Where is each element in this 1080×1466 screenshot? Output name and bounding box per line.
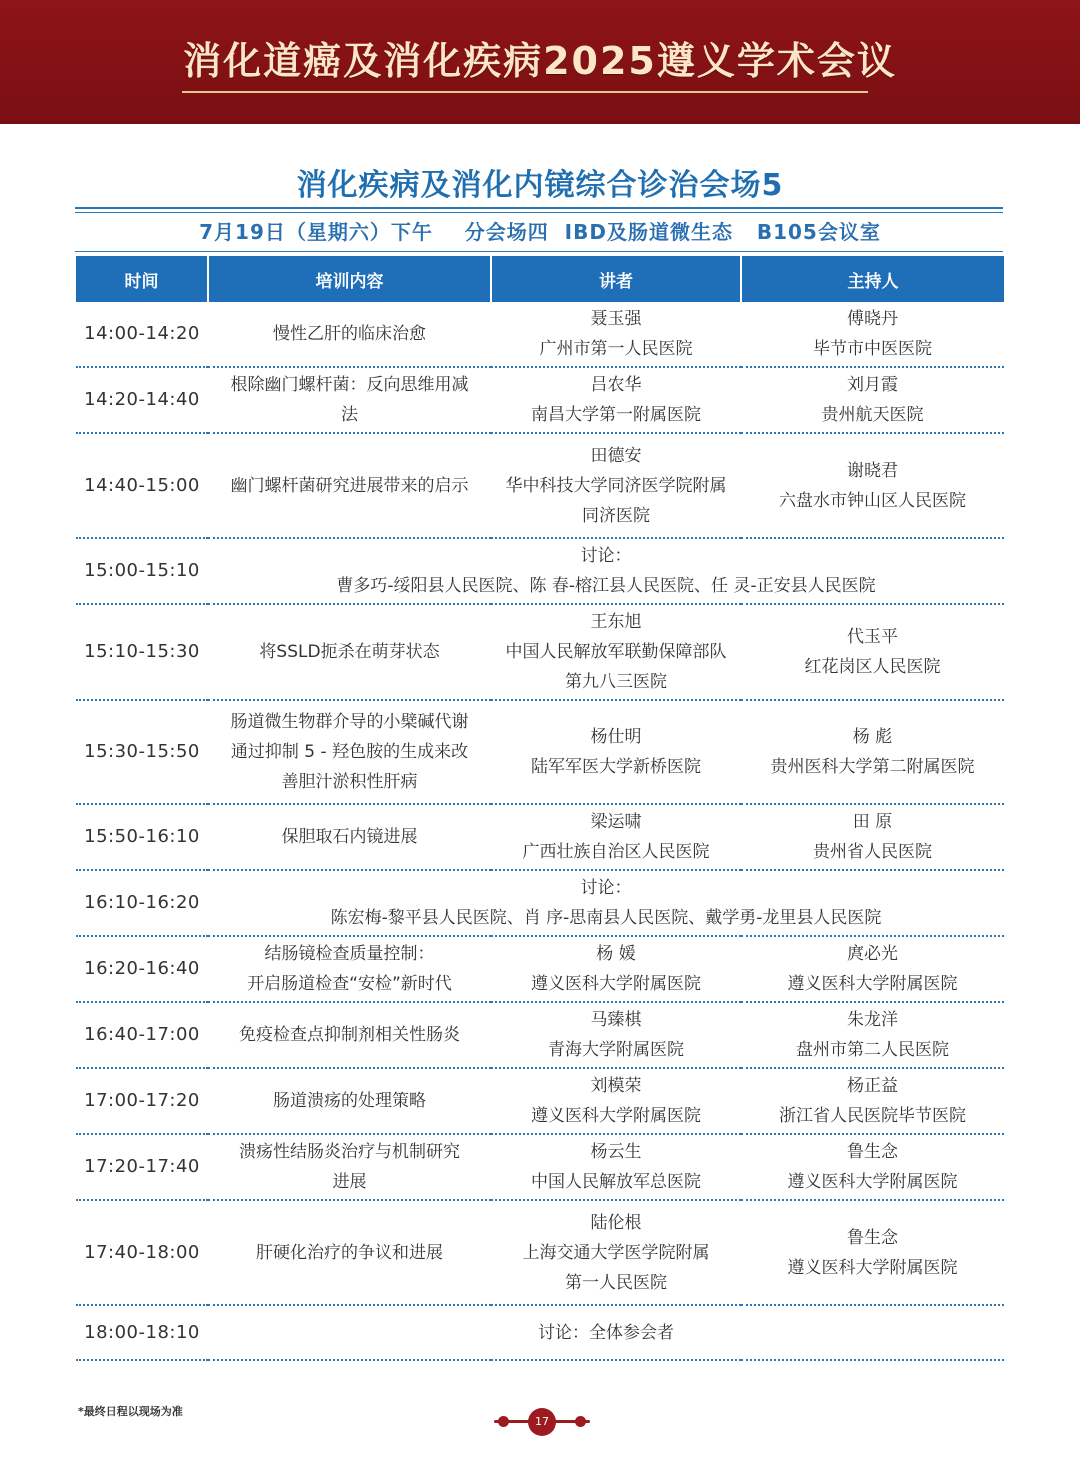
time-cell: 15:00-15:10 xyxy=(76,538,208,604)
host-cell xyxy=(741,367,1004,433)
host-cell-line: 刘月霞 xyxy=(847,375,898,395)
host-cell xyxy=(741,433,1004,538)
discussion-cell-line: 曹多巧-绥阳县人民医院、陈 春-榕江县人民医院、任 灵-正安县人民医院 xyxy=(336,576,876,596)
content-cell-line: 免疫检查点抑制剂相关性肠炎 xyxy=(239,1025,460,1045)
table-row xyxy=(76,1305,1004,1360)
content-cell-line: 肝硬化治疗的争议和进展 xyxy=(256,1242,443,1263)
host-cell-line: 贵州省人民医院 xyxy=(813,842,932,862)
speaker-cell-line: 第九八三医院 xyxy=(565,672,667,692)
content-cell xyxy=(208,936,491,1002)
time-cell: 17:40-18:00 xyxy=(76,1200,208,1305)
content-cell-line: 保胆取石内镜进展 xyxy=(281,827,418,847)
host-cell xyxy=(741,1068,1004,1134)
host-cell xyxy=(741,936,1004,1002)
ornament-dot-left xyxy=(498,1416,509,1427)
host-cell-line: 杨正益 xyxy=(847,1076,898,1096)
speaker-cell xyxy=(491,804,741,870)
speaker-cell-line: 中国人民解放军联勤保障部队 xyxy=(505,642,727,662)
speaker-cell xyxy=(491,367,741,433)
host-cell xyxy=(741,1200,1004,1305)
host-cell-line: 田 原 xyxy=(852,812,893,832)
page-number-ornament xyxy=(494,1408,590,1436)
session-title: 消化疾病及消化内镜综合诊治会场5 xyxy=(296,168,784,203)
content-cell-line: 结肠镜检查质量控制： xyxy=(264,944,435,964)
host-cell-line: 朱龙洋 xyxy=(847,1010,898,1030)
time-cell: 16:20-16:40 xyxy=(76,936,208,1002)
speaker-cell xyxy=(491,604,741,700)
host-cell-line: 盘州市第二人民医院 xyxy=(796,1040,949,1060)
content-cell xyxy=(208,1134,491,1200)
time-cell: 16:40-17:00 xyxy=(76,1002,208,1068)
host-cell-line: 六盘水市钟山区人民医院 xyxy=(779,490,966,511)
content-cell xyxy=(208,1068,491,1134)
host-cell-line: 贵州医科大学第二附属医院 xyxy=(770,757,975,777)
speaker-cell-line: 同济医院 xyxy=(582,505,650,526)
time-cell: 14:20-14:40 xyxy=(76,367,208,433)
host-cell xyxy=(741,604,1004,700)
time-cell: 17:20-17:40 xyxy=(76,1134,208,1200)
content-cell xyxy=(208,1002,491,1068)
title-divider xyxy=(75,207,1003,213)
table-row xyxy=(76,538,1004,604)
host-cell-line: 红花岗区人民医院 xyxy=(804,657,941,677)
speaker-cell-line: 遵义医科大学附属医院 xyxy=(531,1106,701,1126)
content-cell-line: 善胆汁淤积性肝病 xyxy=(281,772,418,792)
speaker-cell-line: 青海大学附属医院 xyxy=(548,1040,684,1060)
speaker-cell xyxy=(491,302,741,367)
host-cell xyxy=(741,804,1004,870)
speaker-cell-line: 王东旭 xyxy=(590,612,642,632)
speaker-cell xyxy=(491,936,741,1002)
speaker-cell-line: 聂玉强 xyxy=(590,309,642,329)
session-subheader: 7月19日（星期六）下午 分会场四 IBD及肠道微生态 B105会议室 xyxy=(199,220,881,244)
host-cell-line: 鲁生念 xyxy=(847,1142,898,1162)
discussion-cell-line: 讨论： xyxy=(580,878,632,898)
host-cell-line: 遵义医科大学附属医院 xyxy=(787,1172,958,1192)
table-header-row xyxy=(76,256,1004,302)
table-row xyxy=(76,804,1004,870)
host-cell xyxy=(741,1134,1004,1200)
host-cell xyxy=(741,1002,1004,1068)
content-cell-line: 慢性乙肝的临床治愈 xyxy=(273,324,426,344)
speaker-cell-line: 田德安 xyxy=(590,445,642,466)
header-content: 培训内容 xyxy=(208,256,491,302)
speaker-cell xyxy=(491,1068,741,1134)
content-cell-line: 开启肠道检查“安检”新时代 xyxy=(247,974,452,994)
discussion-cell-line: 讨论：全体参会者 xyxy=(538,1322,674,1343)
time-cell: 14:00-14:20 xyxy=(76,302,208,367)
speaker-cell-line: 梁运啸 xyxy=(590,812,642,832)
content-cell-line: 肠道溃疡的处理策略 xyxy=(273,1091,426,1111)
time-cell: 18:00-18:10 xyxy=(76,1305,208,1360)
speaker-cell xyxy=(491,700,741,804)
content-cell xyxy=(208,302,491,367)
page-number: 17 xyxy=(528,1408,556,1436)
host-cell-line: 鲁生念 xyxy=(847,1227,898,1248)
content-cell xyxy=(208,433,491,538)
content-cell xyxy=(208,1200,491,1305)
host-cell-line: 杨 彪 xyxy=(852,727,893,747)
discussion-cell xyxy=(208,1305,1004,1360)
speaker-cell-line: 陆伦根 xyxy=(590,1212,642,1233)
footnote: *最终日程以现场为准 xyxy=(78,1405,183,1418)
table-row xyxy=(76,1200,1004,1305)
host-cell-line: 代玉平 xyxy=(847,627,898,647)
speaker-cell xyxy=(491,433,741,538)
host-cell-line: 遵义医科大学附属医院 xyxy=(787,1257,958,1278)
content-cell-line: 将SSLD扼杀在萌芽状态 xyxy=(259,642,440,662)
time-cell: 16:10-16:20 xyxy=(76,870,208,936)
speaker-cell-line: 杨 媛 xyxy=(596,944,636,964)
speaker-cell-line: 杨仕明 xyxy=(590,727,642,747)
speaker-cell-line: 广西壮族自治区人民医院 xyxy=(522,842,710,862)
schedule-body xyxy=(76,302,1004,1360)
speaker-cell-line: 遵义医科大学附属医院 xyxy=(531,974,701,994)
table-row xyxy=(76,1134,1004,1200)
table-row xyxy=(76,367,1004,433)
content-cell-line: 肠道微生物群介导的小檗碱代谢 xyxy=(230,712,469,732)
content-cell xyxy=(208,700,491,804)
header-time: 时间 xyxy=(76,256,208,302)
content-cell-line: 法 xyxy=(341,405,358,425)
time-cell: 17:00-17:20 xyxy=(76,1068,208,1134)
host-cell-line: 傅晓丹 xyxy=(847,309,898,329)
table-row xyxy=(76,936,1004,1002)
discussion-cell-line: 讨论： xyxy=(580,546,632,566)
host-cell-line: 谢晓君 xyxy=(847,460,898,481)
subheader-divider xyxy=(75,251,1003,252)
schedule-table xyxy=(76,256,1004,1361)
time-cell: 15:30-15:50 xyxy=(76,700,208,804)
table-row xyxy=(76,433,1004,538)
host-cell-line: 毕节市中医医院 xyxy=(813,339,932,359)
header-host: 主持人 xyxy=(741,256,1004,302)
content-cell-line: 进展 xyxy=(332,1172,367,1192)
ornament-dot-right xyxy=(575,1416,586,1427)
discussion-cell-line: 陈宏梅-黎平县人民医院、肖 序-思南县人民医院、戴学勇-龙里县人民医院 xyxy=(330,908,882,928)
table-row xyxy=(76,870,1004,936)
speaker-cell-line: 陆军军医大学新桥医院 xyxy=(531,757,701,777)
content-cell xyxy=(208,367,491,433)
host-cell-line: 庹必光 xyxy=(847,944,898,964)
table-row xyxy=(76,1068,1004,1134)
table-row xyxy=(76,700,1004,804)
speaker-cell-line: 中国人民解放军总医院 xyxy=(531,1172,701,1192)
time-cell: 14:40-15:00 xyxy=(76,433,208,538)
table-row xyxy=(76,302,1004,367)
content-cell-line: 幽门螺杆菌研究进展带来的启示 xyxy=(230,475,469,496)
host-cell-line: 浙江省人民医院毕节医院 xyxy=(779,1106,966,1126)
speaker-cell-line: 广州市第一人民医院 xyxy=(539,339,693,359)
host-cell xyxy=(741,302,1004,367)
header-banner xyxy=(0,0,1080,124)
time-cell: 15:50-16:10 xyxy=(76,804,208,870)
speaker-cell-line: 吕农华 xyxy=(590,375,642,395)
conference-title: 消化道癌及消化疾病2025遵义学术会议 xyxy=(183,39,897,83)
content-cell-line: 溃疡性结肠炎治疗与机制研究 xyxy=(239,1142,460,1162)
discussion-cell xyxy=(208,870,1004,936)
content-cell-line: 通过抑制 5 - 羟色胺的生成来改 xyxy=(230,742,469,762)
content-cell xyxy=(208,804,491,870)
speaker-cell-line: 南昌大学第一附属医院 xyxy=(531,405,701,425)
speaker-cell-line: 马臻棋 xyxy=(590,1010,642,1030)
speaker-cell xyxy=(491,1200,741,1305)
host-cell-line: 贵州航天医院 xyxy=(821,405,924,425)
table-row xyxy=(76,604,1004,700)
speaker-cell-line: 上海交通大学医学院附属 xyxy=(522,1242,710,1263)
host-cell-line: 遵义医科大学附属医院 xyxy=(787,974,958,994)
speaker-cell-line: 刘模荣 xyxy=(590,1076,642,1096)
host-cell xyxy=(741,700,1004,804)
table-row xyxy=(76,1002,1004,1068)
speaker-cell-line: 第一人民医院 xyxy=(565,1272,667,1293)
banner-divider xyxy=(182,91,868,93)
header-speaker: 讲者 xyxy=(491,256,741,302)
content-cell xyxy=(208,604,491,700)
speaker-cell xyxy=(491,1134,741,1200)
discussion-cell xyxy=(208,538,1004,604)
time-cell: 15:10-15:30 xyxy=(76,604,208,700)
speaker-cell-line: 华中科技大学同济医学院附属 xyxy=(505,475,727,496)
speaker-cell-line: 杨云生 xyxy=(590,1142,642,1162)
content-cell-line: 根除幽门螺杆菌：反向思维用减 xyxy=(230,375,469,395)
speaker-cell xyxy=(491,1002,741,1068)
